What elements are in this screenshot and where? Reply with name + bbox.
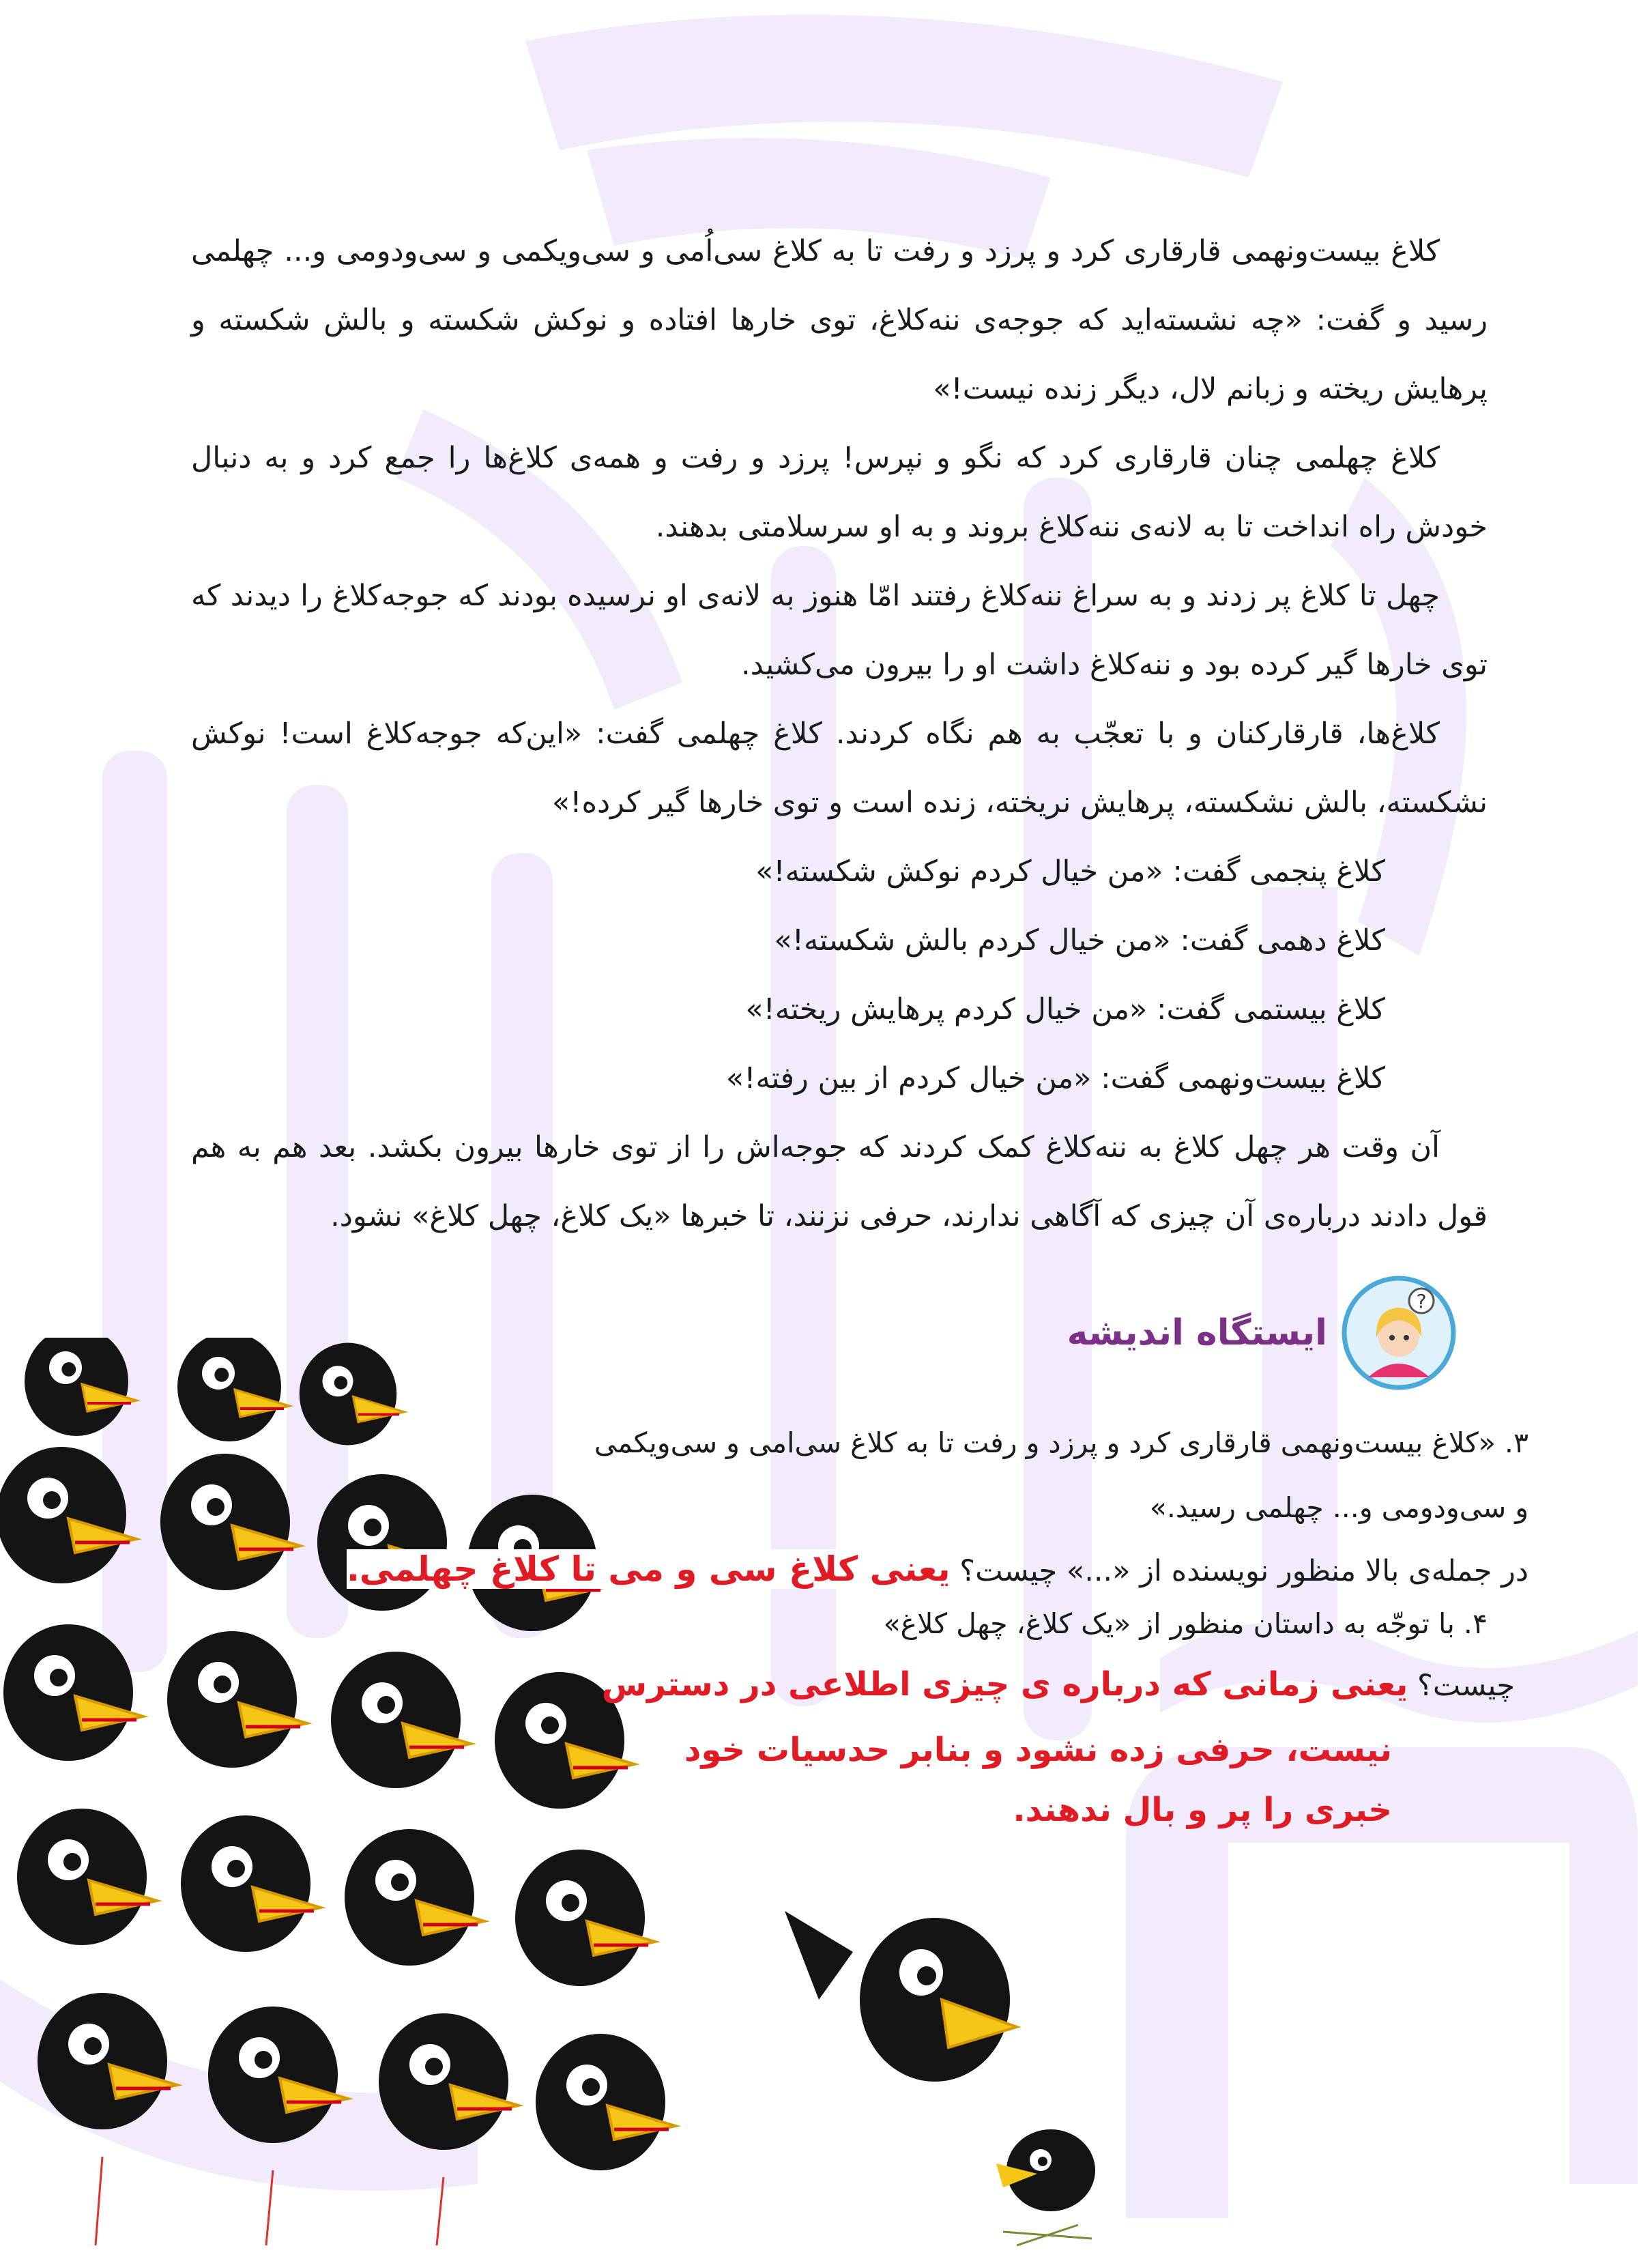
question-3-answer: یعنی کلاغ سی و می تا کلاغ چهلمی. [346, 1549, 951, 1589]
question-4-line-1: ۴. با توجّه به داستان منظور از «یک کلاغ، چهل کلاغ» [883, 1607, 1488, 1640]
question-3-line-1: ۳. «کلاغ بیست‌ونهمی قارقاری کرد و پرزد و رفت تا به کلاغ سی‌امی و سی‌ویکمی [594, 1426, 1528, 1459]
question-4-answer-line-2: نیست، حرفی زده نشود و بنابر حدسیات خود [684, 1731, 1392, 1769]
question-3-prompt: در جمله‌ی بالا منظور نویسنده از «...» چیست؟ [959, 1554, 1528, 1588]
crow-and-chick-illustration [771, 1911, 1112, 2257]
crowd-of-crows-illustration [0, 1338, 723, 2257]
story-paragraph: چهل تا کلاغ پر زدند و به سراغ ننه‌کلاغ رفتند امّا هنوز به لانه‌ی او نرسیده بودند که جوجه‌کلاغ را دیدند که توی خارها گیر کرده بود و ننه‌کلاغ داشت او را بیرون می‌کشید. [191, 579, 1488, 682]
story-text [191, 217, 1488, 1251]
story-paragraph: کلاغ‌ها، قارقارکنان و با تعجّب به هم نگاه کردند. کلاغ چهلمی گفت: «این‌که جوجه‌کلاغ است! نوکش نشکسته، بالش نشکسته، پرهایش نریخته، زنده است و توی خارها گیر کرده!» [191, 717, 1488, 820]
story-paragraph: کلاغ بیست‌ونهمی گفت: «من خیال کردم از بین رفته!» [725, 1061, 1385, 1095]
question-3-line-2: و سی‌ودومی و... چهلمی رسید.» [1149, 1491, 1528, 1524]
station-title: ایستگاه اندیشه [1067, 1312, 1327, 1353]
thinking-girl-icon [1341, 1275, 1457, 1391]
story-paragraph: کلاغ بیستمی گفت: «من خیال کردم پرهایش ریخته!» [745, 992, 1385, 1026]
story-paragraph: کلاغ پنجمی گفت: «من خیال کردم نوکش شکسته!» [755, 854, 1385, 889]
story-paragraph: آن وقت هر چهل کلاغ به ننه‌کلاغ کمک کردند که جوجه‌اش را از توی خارها بیرون بکشد. بعد هم به هم قول دادند درباره‌ی آن چیزی که آگاهی ندارند، حرفی نزنند، تا خبرها «یک کلاغ، چهل کلاغ» نشود. [191, 1130, 1488, 1233]
story-paragraph: کلاغ دهمی گفت: «من خیال کردم بالش شکسته!» [774, 923, 1385, 958]
thinking-station-header [1067, 1268, 1457, 1398]
story-paragraph: کلاغ چهلمی چنان قارقاری کرد که نگو و نپرس! پرزد و رفت و همه‌ی کلاغ‌ها را جمع کرد و به دنبال خودش راه انداخت تا به لانه‌ی ننه‌کلاغ بروند و به او سرسلامتی بدهند. [191, 441, 1488, 544]
story-paragraph: کلاغ بیست‌ونهمی قارقاری کرد و پرزد و رفت تا به کلاغ سی‌اُمی و سی‌ویکمی و سی‌ودومی و... چهلمی رسید و گفت: «چه نشسته‌اید که جوجه‌ی ننه‌کلاغ، توی خارها افتاده و نوکش شکسته و بالش شکسته و پرهایش ریخته و زبانم لال، دیگر زنده نیست!» [191, 234, 1488, 406]
question-4-answer-continued [682, 1720, 1392, 1840]
svg-text:?: ? [1416, 1290, 1427, 1312]
question-3-line-3 [293, 1549, 1528, 1589]
question-4-answer-line-1: یعنی زمانی که درباره ی چیزی اطلاعی در دسترس [601, 1665, 1408, 1703]
question-4-line-2 [601, 1665, 1515, 1703]
question-4-answer-line-3: خبری را پر و بال ندهند. [1013, 1791, 1392, 1829]
question-4-prompt: چیست؟ [1417, 1669, 1515, 1703]
